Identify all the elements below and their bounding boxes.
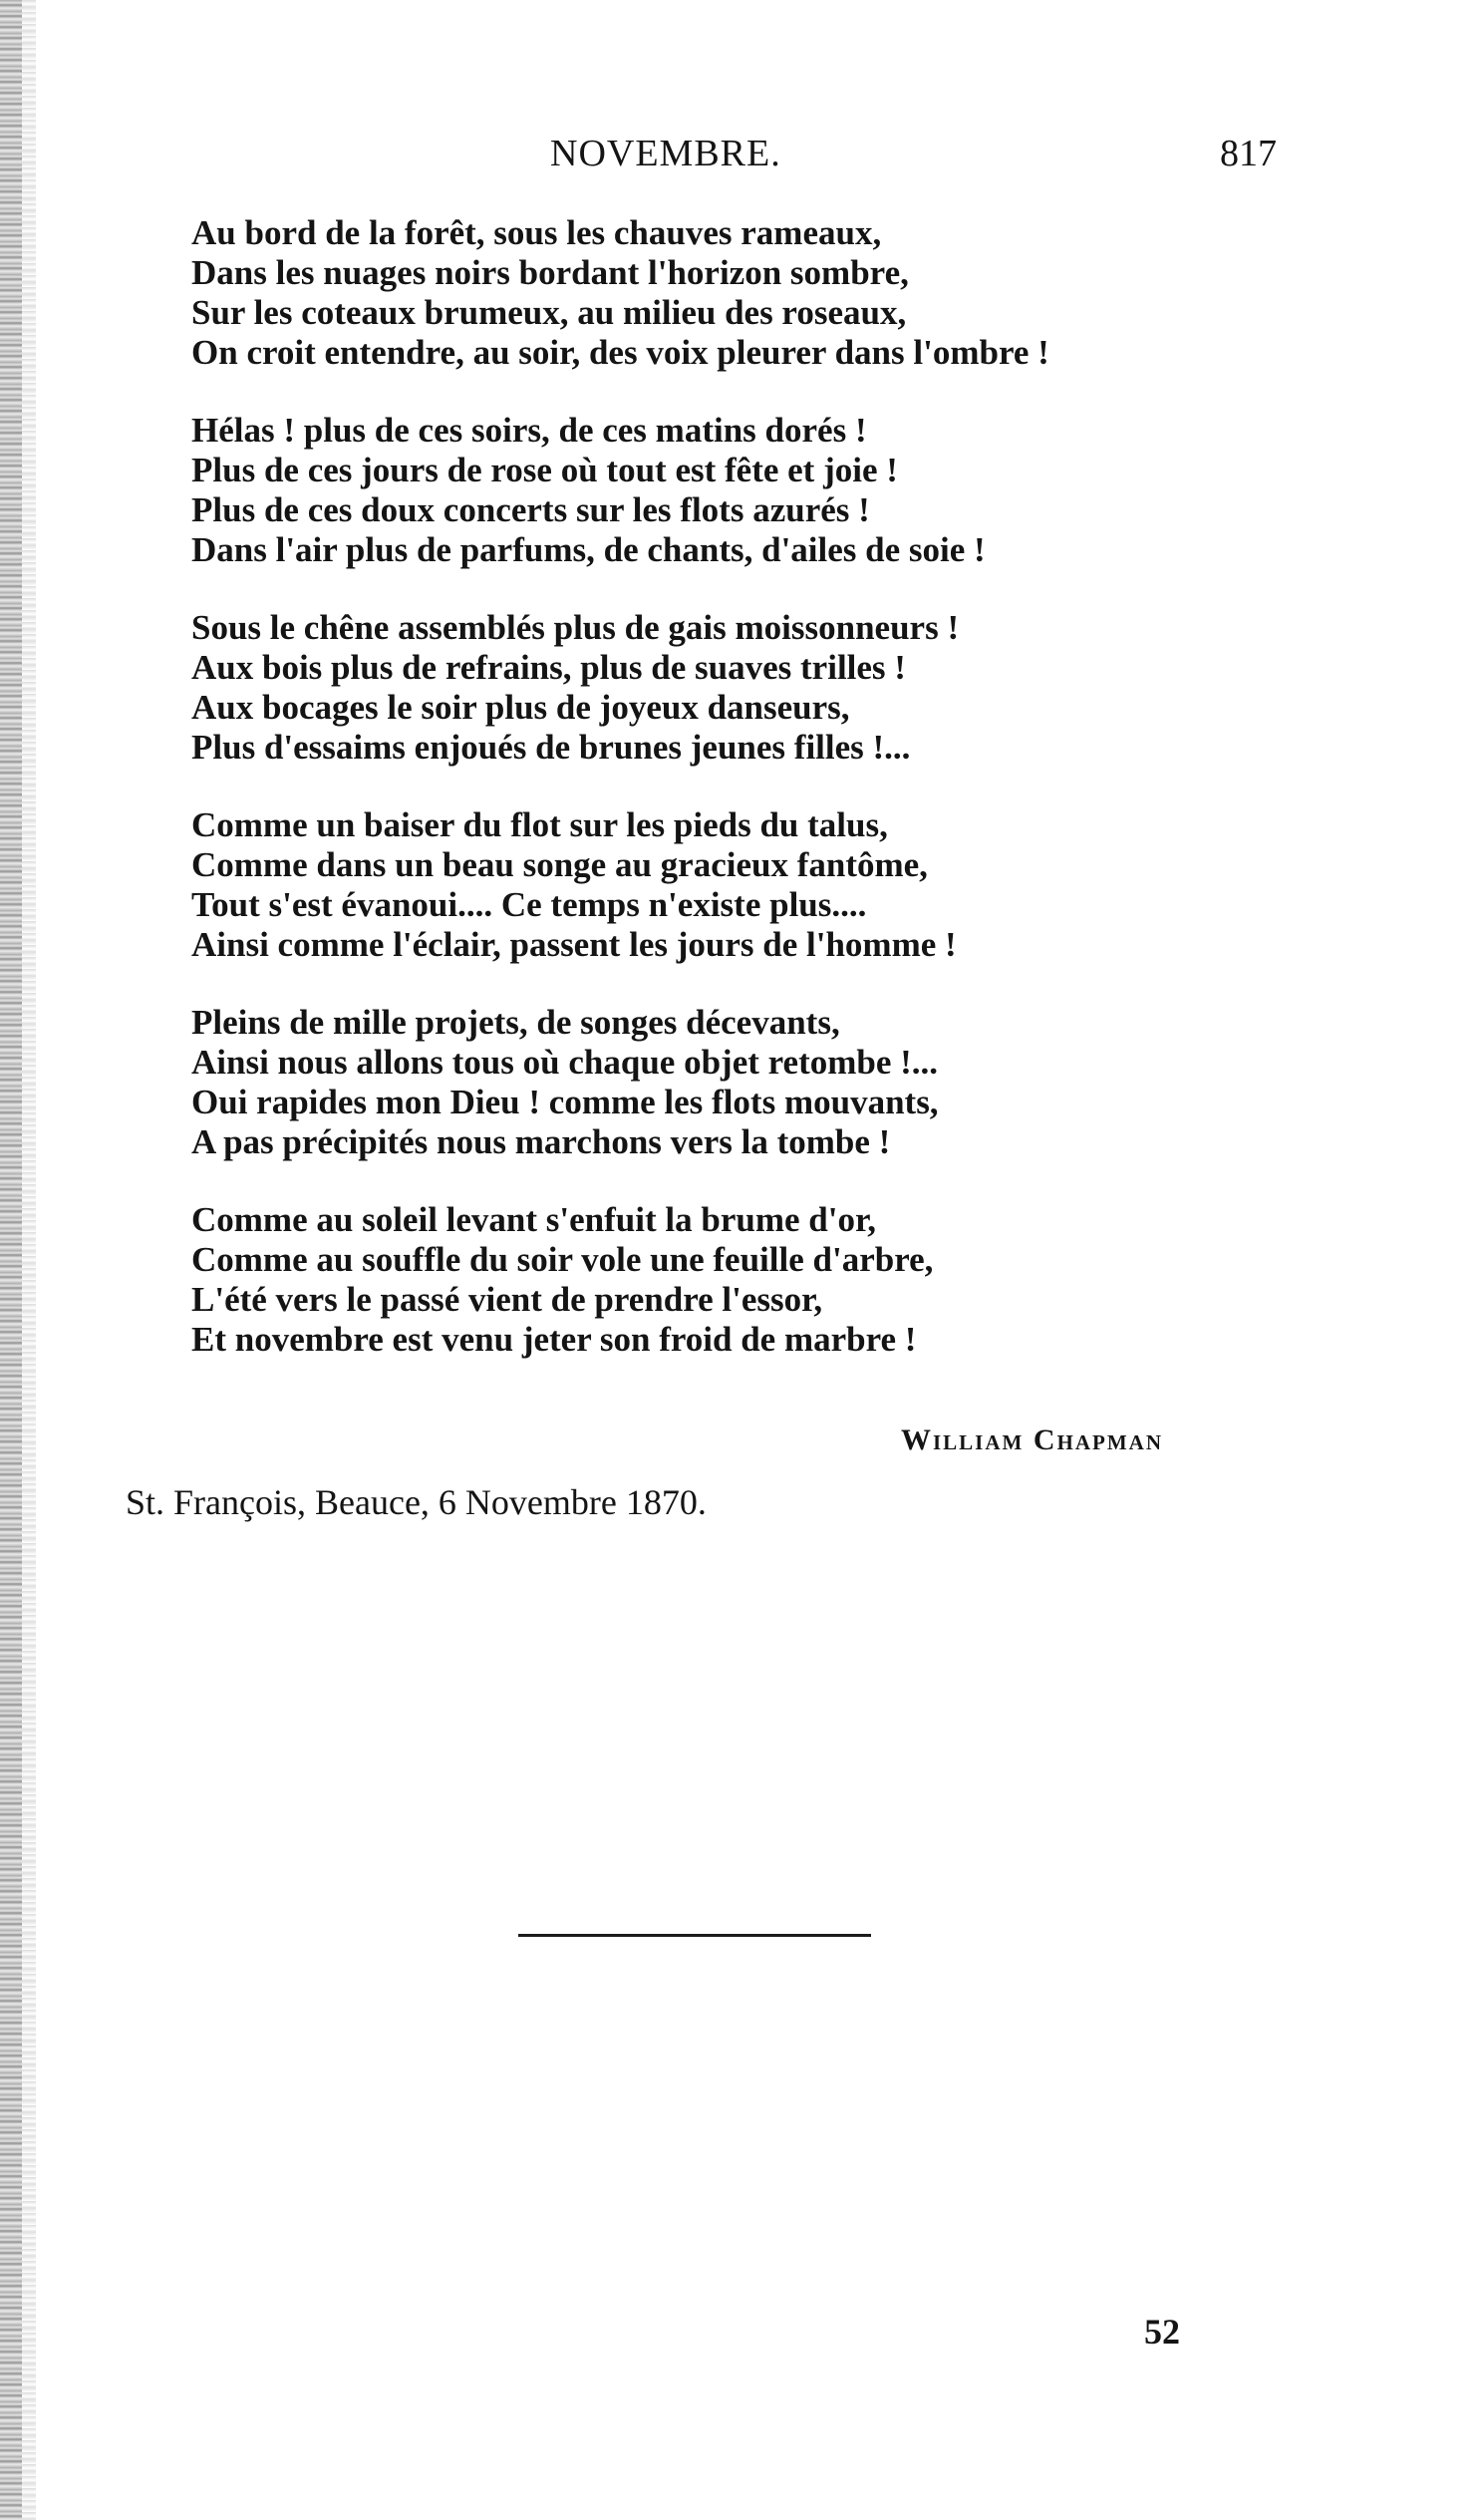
poem-line: Aux bois plus de refrains, plus de suaves trilles ! [191, 648, 906, 687]
stanza [191, 213, 1049, 373]
running-head: NOVEMBRE. [550, 133, 781, 174]
stanza [191, 1200, 1049, 1360]
poem-line: Plus de ces doux concerts sur les flots azurés ! [191, 490, 870, 529]
poem-line: Plus de ces jours de rose où tout est fête et joie ! [191, 451, 898, 489]
poem-line: Dans les nuages noirs bordant l'horizon sombre, [191, 253, 909, 292]
poem-line: On croit entendre, au soir, des voix pleurer dans l'ombre ! [191, 333, 1049, 372]
poem [191, 213, 1049, 1398]
page-number: 817 [1220, 133, 1277, 174]
poem-line: Dans l'air plus de parfums, de chants, d'ailes de soie ! [191, 530, 986, 569]
dateline: St. François, Beauce, 6 Novembre 1870. [126, 1482, 707, 1522]
stanza [191, 1003, 1049, 1162]
poem-line: Sur les coteaux brumeux, au milieu des roseaux, [191, 293, 907, 332]
poem-line: Sous le chêne assemblés plus de gais moissonneurs ! [191, 608, 960, 647]
poem-line: Oui rapides mon Dieu ! comme les flots mouvants, [191, 1083, 939, 1121]
poem-line: Ainsi comme l'éclair, passent les jours de l'homme ! [191, 925, 957, 964]
poem-line: Comme au soleil levant s'enfuit la brume d'or, [191, 1200, 877, 1239]
poem-line: Et novembre est venu jeter son froid de marbre ! [191, 1320, 917, 1359]
poem-line: A pas précipités nous marchons vers la tombe ! [191, 1122, 891, 1161]
poem-line: Comme dans un beau songe au gracieux fantôme, [191, 845, 928, 884]
stanza [191, 608, 1049, 768]
poem-line: Hélas ! plus de ces soirs, de ces matins dorés ! [191, 411, 867, 450]
binding-edge [0, 0, 22, 2520]
author-signature: William Chapman [901, 1423, 1163, 1456]
poem-line: Pleins de mille projets, de songes décevants, [191, 1003, 840, 1042]
poem-line: L'été vers le passé vient de prendre l'essor, [191, 1280, 823, 1319]
stanza [191, 805, 1049, 965]
section-divider [518, 1934, 871, 1937]
poem-line: Au bord de la forêt, sous les chauves rameaux, [191, 213, 882, 252]
poem-line: Aux bocages le soir plus de joyeux danseurs, [191, 688, 850, 727]
poem-line: Ainsi nous allons tous où chaque objet retombe !... [191, 1043, 939, 1082]
signature-mark: 52 [1144, 2312, 1180, 2352]
poem-line: Tout s'est évanoui.... Ce temps n'existe plus.... [191, 885, 867, 924]
poem-line: Plus d'essaims enjoués de brunes jeunes filles !... [191, 728, 911, 767]
poem-line: Comme un baiser du flot sur les pieds du talus, [191, 805, 888, 844]
stanza [191, 411, 1049, 570]
poem-line: Comme au souffle du soir vole une feuille d'arbre, [191, 1240, 934, 1279]
